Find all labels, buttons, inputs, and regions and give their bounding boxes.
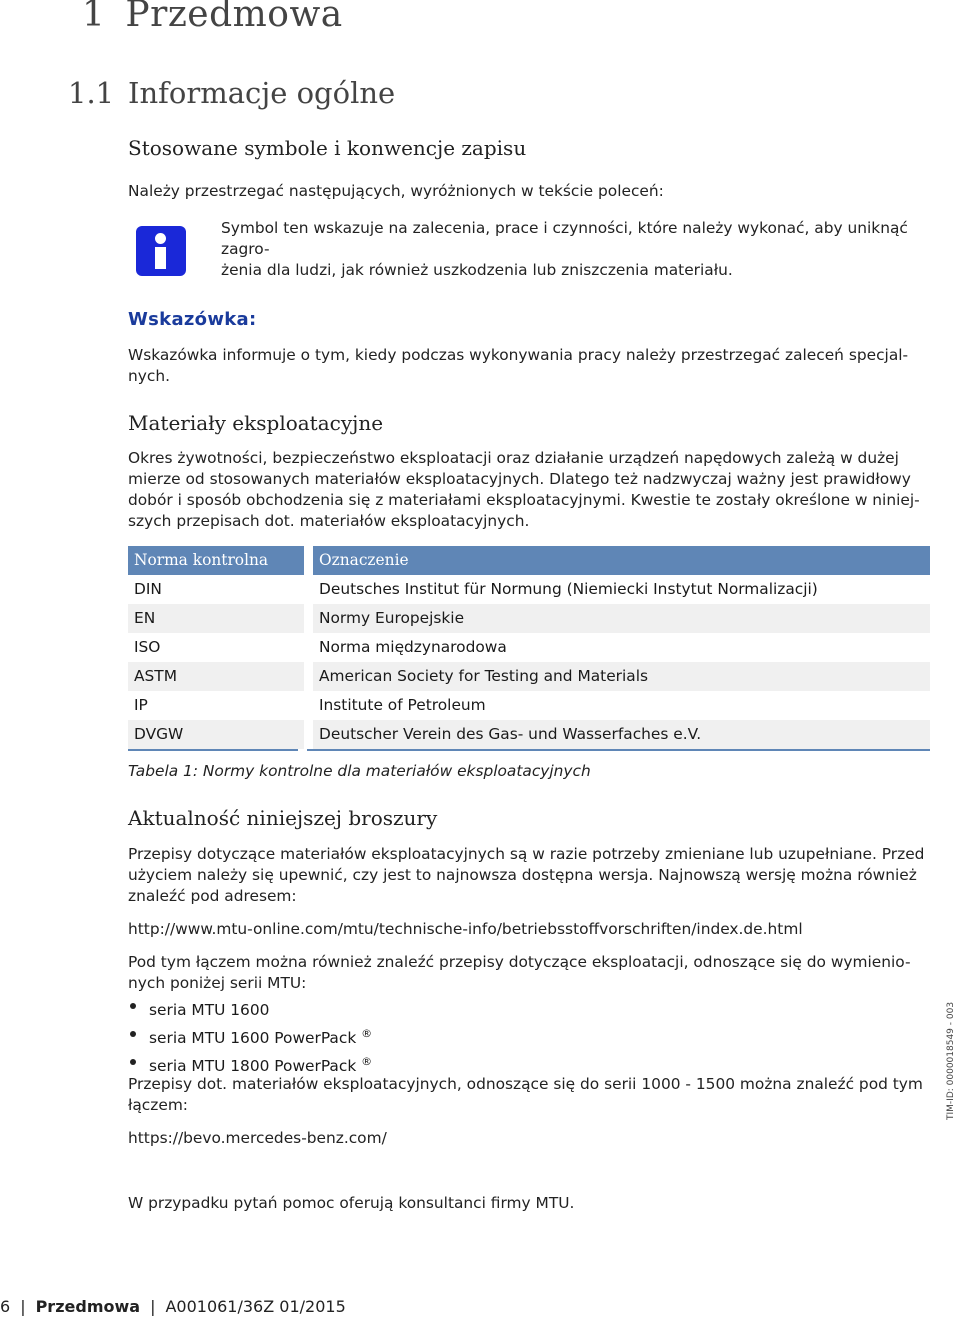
note-text — [128, 345, 928, 387]
table-header-cell: Norma kontrolna — [128, 546, 304, 575]
norms-table — [128, 546, 930, 749]
link-text — [128, 952, 928, 994]
table-row — [128, 662, 930, 691]
table-bottom-rule — [128, 749, 930, 751]
info-icon — [136, 226, 186, 276]
note-text-line: Wskazówka informuje o tym, kiedy podczas wykonywania pracy należy przestrzegać zaleceń specjal- — [128, 346, 909, 364]
table-cell: Norma międzynarodowa — [313, 633, 930, 662]
materials-heading: Materiały eksploatacyjne — [128, 411, 384, 435]
table-cell: EN — [128, 604, 304, 633]
currency-text-line: Przepisy dotyczące materiałów eksploatacyjnych są w razie potrzeby zmieniane lub uzupełniane. Przed — [128, 845, 925, 863]
table-row — [128, 604, 930, 633]
table-row — [128, 691, 930, 720]
chapter-number: 1 — [82, 0, 106, 35]
table-cell: Normy Europejskie — [313, 604, 930, 633]
table-cell: Deutscher Verein des Gas- und Wasserfaches e.V. — [313, 720, 930, 749]
bevo-url-link[interactable]: https://bevo.mercedes-benz.com/ — [128, 1129, 387, 1147]
tim-id: TIM-ID: 0000018549 - 003 — [946, 1001, 956, 1120]
symbols-heading: Stosowane symbole i konwencje zapisu — [128, 136, 527, 160]
table-caption: Tabela 1: Normy kontrolne dla materiałów eksploatacyjnych — [128, 762, 591, 780]
table-row — [128, 720, 930, 749]
section-number: 1.1 — [68, 76, 115, 110]
link-text-line: nych poniżej serii MTU: — [128, 974, 307, 992]
table-header-cell: Oznaczenie — [313, 546, 930, 575]
series-list — [128, 994, 372, 1078]
table-row — [128, 575, 930, 604]
materials-text-line: Okres żywotności, bezpieczeństwo eksploatacji oraz działanie urządzeń napędowych zależą w dużej — [128, 449, 899, 467]
materials-text-line: dobór i sposób obchodzenia się z materiałami eksploatacyjnymi. Kwestie te zostały określone w niniej- — [128, 491, 920, 509]
link-text-line: Pod tym łączem można również znaleźć przepisy dotyczące eksploatacji, odnoszące się do wymienio- — [128, 953, 911, 971]
section-title-text: Informacje ogólne — [128, 76, 396, 110]
older-series-line: Przepisy dot. materiałów eksploatacyjnych, odnoszące się do serii 1000 - 1500 można znaleźć pod tym — [128, 1075, 923, 1093]
list-item: seria MTU 1600 — [128, 994, 372, 1022]
table-row — [128, 633, 930, 662]
page-number: 6 — [0, 1297, 11, 1316]
list-item: seria MTU 1800 PowerPack ® — [128, 1050, 372, 1078]
note-heading: Wskazówka: — [128, 309, 257, 330]
older-series-text — [128, 1074, 928, 1116]
table-cell: DVGW — [128, 720, 304, 749]
note-text-line: nych. — [128, 367, 170, 385]
info-text-line: Symbol ten wskazuje na zalecenia, prace i czynności, które należy wykonać, aby uniknąć zagro- — [221, 219, 908, 258]
currency-text — [128, 844, 928, 907]
materials-text — [128, 448, 928, 532]
table-cell: ISO — [128, 633, 304, 662]
symbols-intro: Należy przestrzegać następujących, wyróżnionych w tekście poleceń: — [128, 182, 664, 200]
table-cell: DIN — [128, 575, 304, 604]
contact-text: W przypadku pytań pomoc oferują konsultanci firmy MTU. — [128, 1194, 575, 1212]
mtu-url-link[interactable]: http://www.mtu-online.com/mtu/technische-info/betriebsstoffvorschriften/index.de.html — [128, 920, 803, 938]
chapter-title-text: Przedmowa — [125, 0, 343, 35]
section-title — [68, 76, 395, 110]
materials-text-line: szych przepisach dot. materiałów eksploatacyjnych. — [128, 512, 530, 530]
info-text-line: żenia dla ludzi, jak również uszkodzenia lub zniszczenia materiału. — [221, 261, 733, 279]
page-footer: 6 | Przedmowa | A001061/36Z 01/2015 — [0, 1297, 346, 1316]
currency-text-line: znaleźć pod adresem: — [128, 887, 297, 905]
table-cell: American Society for Testing and Materials — [313, 662, 930, 691]
currency-heading: Aktualność niniejszej broszury — [128, 806, 438, 830]
info-text — [221, 218, 931, 281]
older-series-line: łączem: — [128, 1096, 188, 1114]
table-cell: Deutsches Institut für Normung (Niemiecki Instytut Normalizacji) — [313, 575, 930, 604]
materials-text-line: mierze od stosowanych materiałów eksploatacyjnych. Dlatego też nadzwyczaj ważny jest prawidłowy — [128, 470, 911, 488]
table-cell: IP — [128, 691, 304, 720]
table-bottom-rule-gap — [298, 749, 307, 751]
table-cell: ASTM — [128, 662, 304, 691]
list-item: seria MTU 1600 PowerPack ® — [128, 1022, 372, 1050]
currency-text-line: użyciem należy się upewnić, czy jest to najnowsza dostępna wersja. Najnowszą wersję można również — [128, 866, 917, 884]
table-header-row — [128, 546, 930, 575]
footer-doc-id: A001061/36Z 01/2015 — [165, 1297, 346, 1316]
chapter-title — [82, 0, 343, 35]
footer-chapter: Przedmowa — [35, 1297, 141, 1316]
table-cell: Institute of Petroleum — [313, 691, 930, 720]
